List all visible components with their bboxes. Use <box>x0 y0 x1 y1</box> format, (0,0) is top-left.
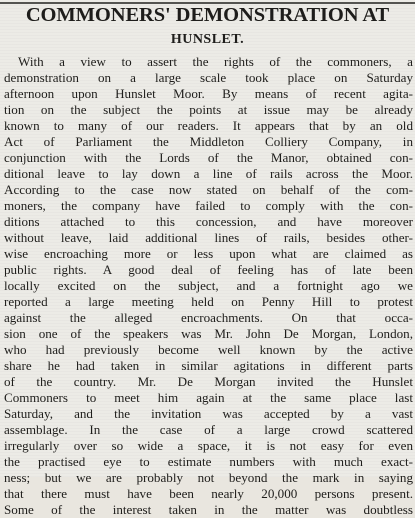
article-text-line: With a view to assert the rights of the commoners, a <box>18 54 413 69</box>
article-text-line: moners, the company have failed to comply with the con- <box>4 198 413 213</box>
article-text-line: who had previously become well known by the active <box>4 342 413 357</box>
article-text-line: ditions attached to this concession, and have moreover <box>4 214 413 229</box>
article-text-line: the practised eye to estimate numbers with much exact- <box>4 454 413 469</box>
article-subheadline: HUNSLET. <box>170 32 245 47</box>
article-text-line: Act of Parliament the Middleton Colliery Company, in <box>4 134 413 149</box>
article-text-line: locally excited on the subject, and a fortnight ago we <box>4 278 413 293</box>
article-text-line: afternoon upon Hunslet Moor. By means of recent agita- <box>4 86 413 101</box>
article-text-line: demonstration on a large scale took place on Saturday <box>4 70 413 85</box>
article-text-line: ness; but we are probably not beyond the mark in saying <box>4 470 413 485</box>
article-body <box>4 54 413 518</box>
article-text-line: ditional leave to lay down a line of rails across the Moor. <box>4 166 413 181</box>
article-text-line: According to the case now stated on behalf of the com- <box>4 182 413 197</box>
article-text-line: public rights. A good deal of feeling has of late been <box>4 262 413 277</box>
article-text-line: Commoners to meet him again at the same place last <box>4 390 413 405</box>
article-text-line: conjunction with the Lords of the Manor, obtained con- <box>4 150 413 165</box>
article-text-line: tion on the subject the points at issue may be already <box>4 102 413 117</box>
article-text-line: known to many of our readers. It appears that by an old <box>4 118 413 133</box>
article-text-line: Some of the interest taken in the matter was doubtless <box>4 502 413 517</box>
article-text-line: sion one of the speakers was Mr. John De Morgan, London, <box>4 326 413 341</box>
article-text-line: wise encroaching more or less upon what are claimed as <box>4 246 413 261</box>
article-text-line: without leave, laid additional lines of rails, besides other- <box>4 230 413 245</box>
article-headline: COMMONERS' DEMONSTRATION AT <box>25 4 390 26</box>
article-text-line: reported a large meeting held on Penny Hill to protest <box>4 294 413 309</box>
article-text-line: share he had taken in similar agitations in different parts <box>4 358 413 373</box>
article-text-line: against the alleged encroachments. On that occa- <box>4 310 413 325</box>
article-text-line: assemblage. In the case of a large crowd scattered <box>4 422 413 437</box>
article-text-line: irregularly over so wide a space, it is not easy for even <box>4 438 413 453</box>
article-text-line: Saturday, and the invitation was accepted by a vast <box>4 406 413 421</box>
article-text-line: that there must have been nearly 20,000 persons present. <box>4 486 413 501</box>
article-text-line: of the country. Mr. De Morgan invited the Hunslet <box>4 374 413 389</box>
